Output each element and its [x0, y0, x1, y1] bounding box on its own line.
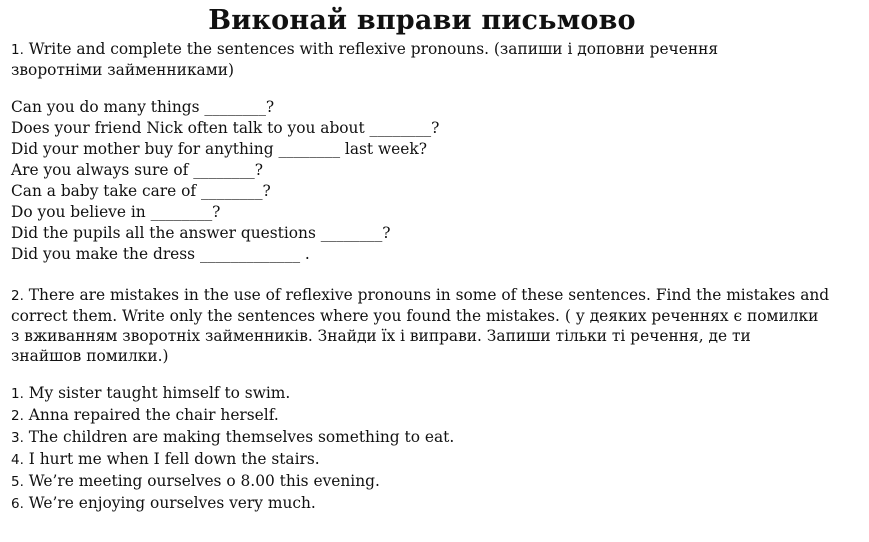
task2-item	[11, 493, 856, 515]
task2-instruction-line: з вживанням зворотніх займенників. Знайди їх і виправи. Запиши тільки ті речення, де ти	[11, 327, 751, 345]
task2-item-text: The children are making themselves something to eat.	[28, 428, 455, 446]
task1-instruction	[11, 39, 856, 80]
task1-sentence: Do you believe in ________?	[11, 203, 221, 221]
task2-item	[11, 383, 856, 405]
task2-item-number: 5.	[11, 474, 24, 490]
task2-item-number: 4.	[11, 452, 24, 468]
page-title: Виконай вправи письмово	[208, 5, 636, 36]
task2-item-number: 2.	[11, 408, 24, 424]
task2-item-text: We’re enjoying ourselves very much.	[28, 494, 316, 512]
task2-sentence-list	[11, 383, 856, 515]
task2-item	[11, 449, 856, 471]
task1-sentence: Did the pupils all the answer questions ________?	[11, 224, 391, 242]
task2-item	[11, 471, 856, 493]
task2-instruction	[11, 285, 856, 366]
task2-instruction-line: 2. There are mistakes in the use of reflexive pronouns in some of these sentences. Find the mistakes and	[11, 286, 830, 304]
task2-item-text: I hurt me when I fell down the stairs.	[28, 450, 320, 468]
task1-sentence: Does your friend Nick often talk to you about ________?	[11, 119, 440, 137]
task1-sentence-list	[11, 97, 856, 265]
task2-item-number: 6.	[11, 496, 24, 512]
task1-sentence: Did your mother buy for anything ________ last week?	[11, 140, 427, 158]
task1-number: 1.	[11, 42, 24, 58]
task1-instruction-line: 1. Write and complete the sentences with reflexive pronouns. (запиши і доповни речення	[11, 40, 719, 58]
task2-item-number: 3.	[11, 430, 24, 446]
task2-number: 2.	[11, 288, 24, 304]
task2-item-text: Anna repaired the chair herself.	[28, 406, 279, 424]
task2-item	[11, 427, 856, 449]
task2-item-number: 1.	[11, 386, 24, 402]
task1-sentence: Can you do many things ________?	[11, 98, 275, 116]
task1-sentence: Are you always sure of ________?	[11, 161, 264, 179]
task2-item	[11, 405, 856, 427]
task2-item-text: My sister taught himself to swim.	[28, 384, 291, 402]
task1-sentence: Can a baby take care of ________?	[11, 182, 271, 200]
task2-instruction-line: correct them. Write only the sentences where you found the mistakes. ( у деяких реченнях є помилки	[11, 307, 819, 325]
task2-instruction-line: знайшов помилки.)	[11, 347, 169, 365]
task2-item-text: We’re meeting ourselves o 8.00 this evening.	[28, 472, 380, 490]
task1-instruction-line: зворотніми займенниками)	[11, 61, 234, 79]
task1-sentence: Did you make the dress _____________ .	[11, 245, 310, 263]
